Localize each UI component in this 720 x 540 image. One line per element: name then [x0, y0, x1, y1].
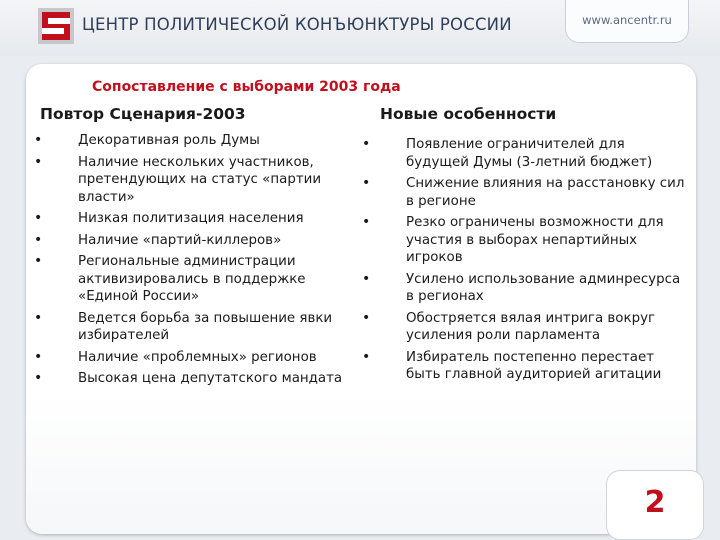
list-item: • Избиратель постепенно перестает быть главной аудиторией агитации: [406, 349, 690, 384]
list-item: • Снижение влияния на расстановку сил в регионе: [406, 175, 690, 210]
website-badge[interactable]: [565, 0, 689, 43]
organization-name: ЦЕНТР ПОЛИТИЧЕСКОЙ КОНЪЮНКТУРЫ РОССИИ: [82, 15, 512, 34]
list-item: • Высокая цена депутатского мандата: [78, 370, 368, 388]
page-number-badge: [606, 470, 704, 540]
list-item: • Наличие «партий-киллеров»: [78, 232, 368, 250]
list-item: • Появление ограничителей для будущей Думы (3-летний бюджет): [406, 136, 690, 171]
list-item: • Обостряется вялая интрига вокруг усиления роли парламента: [406, 310, 690, 345]
list-item: • Низкая политизация населения: [78, 210, 368, 228]
left-bullet-list: [78, 132, 368, 392]
list-item: • Региональные администрации активизировались в поддержке «Единой России»: [78, 253, 368, 306]
list-item: • Усилено использование админресурса в регионах: [406, 271, 690, 306]
slide-subtitle: Сопоставление с выборами 2003 года: [92, 79, 401, 95]
logo-icon: [38, 8, 74, 44]
list-item: • Наличие нескольких участников, претендующих на статус «партии власти»: [78, 154, 368, 207]
header-bar: [0, 0, 720, 56]
page-number: 2: [644, 485, 666, 520]
list-item: • Декоративная роль Думы: [78, 132, 368, 150]
list-item: • Резко ограничены возможности для участия в выборах непартийных игроков: [406, 214, 690, 267]
list-item: • Ведется борьба за повышение явки избирателей: [78, 310, 368, 345]
left-column-title: Повтор Сценария-2003: [40, 105, 246, 123]
website-url[interactable]: www.ancentr.ru: [582, 13, 672, 27]
right-column-title: Новые особенности: [380, 105, 557, 123]
list-item: • Наличие «проблемных» регионов: [78, 349, 368, 367]
right-bullet-list: [406, 136, 690, 388]
